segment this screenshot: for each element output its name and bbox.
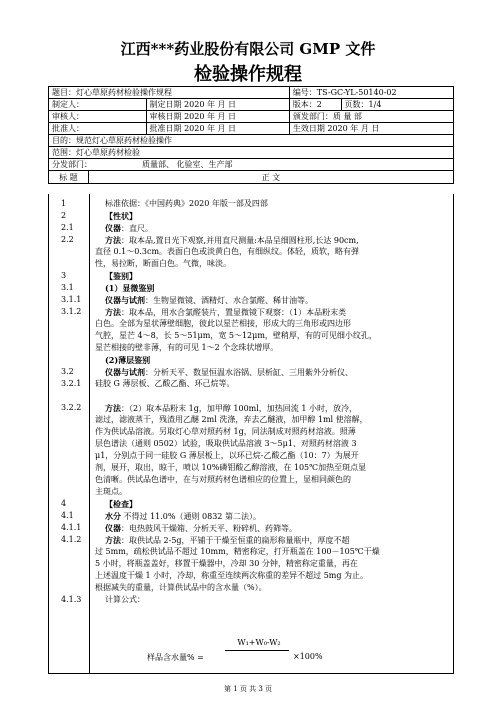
body-box xyxy=(48,194,454,674)
text-line xyxy=(49,294,455,306)
lead-keyword: 仪器与试剂 xyxy=(105,367,145,377)
column-header-row xyxy=(49,171,453,183)
meta-row-distribution xyxy=(49,159,453,171)
pages-cell: 页数：1/4 xyxy=(344,100,382,109)
text-line xyxy=(49,426,455,438)
code-cell: 编号：TS-GC-YL-50140-02 xyxy=(292,88,397,97)
section-number: 2.1 xyxy=(61,223,74,232)
text-line xyxy=(49,534,455,546)
distribution-label: 分发部门： xyxy=(52,160,92,169)
formula-numerator: W₁+W₀-W₂ xyxy=(237,638,281,647)
meta-row-approve xyxy=(49,123,453,135)
section-number: 3.1.1 xyxy=(61,295,82,304)
text-line xyxy=(49,498,455,510)
text-line xyxy=(49,198,455,210)
text-line xyxy=(49,570,455,582)
company-header: 江西***药业股份有限公司 GMP 文件 xyxy=(120,40,376,58)
section-number: 4.1.1 xyxy=(61,523,82,532)
line-text: 水分 不得过 11.0%（通则 0832 第二法）。 xyxy=(105,511,261,521)
text-line xyxy=(49,282,455,294)
text-line xyxy=(49,582,455,594)
formula-fraction-bar xyxy=(225,650,289,651)
text-line xyxy=(49,318,455,330)
line-text: 星芒相接的壁非薄，有的可见 1～2 个念珠状增厚。 xyxy=(95,343,279,352)
text-line xyxy=(49,342,455,354)
drafter-cell: 制定人： xyxy=(49,99,147,110)
line-text: 性，易拉断，断面白色。气微，味淡。 xyxy=(95,259,231,268)
scope-cell: 范围：灯心草原药材检验 xyxy=(52,148,140,157)
subject-cell: 题目：灯心草原药材检验操作规程 xyxy=(49,87,290,98)
distribution-cell xyxy=(49,159,453,170)
line-text: 仪器与试剂：生物显微镜、酒精灯、水合氯醛、稀甘油等。 xyxy=(105,295,313,305)
issuer-cell: 颁发部门：质 量 部 xyxy=(292,112,362,121)
line-text: 仪器与试剂：分析天平、数显恒温水浴锅、层析缸、三用紫外分析仪、 xyxy=(105,367,353,377)
text-line xyxy=(49,462,455,474)
section-number: 3.2 xyxy=(61,367,74,376)
meta-table xyxy=(48,86,454,184)
review-date-cell: 审核日期 2020 年 月 日 xyxy=(147,111,290,122)
text-line xyxy=(49,438,455,450)
text-line xyxy=(49,306,455,318)
purpose-cell: 目的：规范灯心草原药材检验操作 xyxy=(52,136,172,145)
line-text: 剂，展开，取出，晾干，喷以 10%磷钼酸乙醇溶液，在 105℃加热至斑点显 xyxy=(95,463,367,472)
distribution-value: 质量部、 化验室、生产部 xyxy=(142,160,233,169)
meta-row-draft xyxy=(49,99,453,111)
section-number: 2 xyxy=(61,211,67,220)
text-line xyxy=(49,390,455,402)
section-number: 3.2.1 xyxy=(61,379,82,388)
line-text: 方法：（2）取本品粉末 1g，加甲醇 100ml，加热回流 1 小时，放冷， xyxy=(105,403,357,413)
lead-keyword: 水分 xyxy=(105,511,121,521)
text-line xyxy=(49,450,455,462)
meta-row-scope xyxy=(49,147,453,159)
section-number: 3.2.2 xyxy=(61,403,82,412)
line-text: 根据减失的重量，计算供试品中的含水量（%）。 xyxy=(95,583,267,592)
meta-row-purpose xyxy=(49,135,453,147)
reviewer-cell: 审核人： xyxy=(49,111,147,122)
section-number: 2.2 xyxy=(61,235,74,244)
line-text: 【性状】 xyxy=(105,211,137,221)
column-header-number: 标 题 xyxy=(49,171,89,183)
meta-row-review xyxy=(49,111,453,123)
lead-keyword: 仪器与试剂 xyxy=(105,295,145,305)
line-text: 气腔，星芒 4～8，长 5～51μm，宽 5～12μm，壁稍厚，有的可见细小纹孔， xyxy=(95,331,377,340)
line-text: 上述温度干燥 1 小时，冷却，称重至连续两次称重的差异不超过 5mg 为止。 xyxy=(95,571,369,580)
text-line xyxy=(49,234,455,246)
draft-date-cell: 制定日期 2020 年 月 日 xyxy=(147,99,290,110)
text-line xyxy=(49,522,455,534)
text-line xyxy=(49,210,455,222)
formula-label: 样品含水量% = xyxy=(147,653,204,662)
lead-keyword: 方法 xyxy=(105,535,121,545)
line-text: 方法：取本品,置日光下观察,并用直尺测量:本品呈细圆柱形,长达 90cm, xyxy=(105,235,359,245)
section-number: 3.1.2 xyxy=(61,307,82,316)
line-text: 滤过，滤液蒸干，残渣用乙醚 2ml 洗涤，弃去乙醚液，加甲醇 1ml 使溶解， xyxy=(95,415,368,424)
body-content xyxy=(49,198,455,606)
lead-keyword: 方法 xyxy=(105,307,121,317)
line-text: 作为供试品溶液。另取灯心草对照药材 1g，同法制成对照药材溶液。照薄 xyxy=(95,427,356,436)
line-text: 色清晰。供试品色谱中，在与对照药材色谱相应的位置上，显相同颜色的 xyxy=(95,475,351,484)
line-text: 【鉴别】 xyxy=(105,271,137,281)
text-line xyxy=(49,474,455,486)
line-text: 方法：取供试品 2-5g，平铺于干燥至恒重的扁形称量瓶中，厚度不超 xyxy=(105,535,350,545)
text-line xyxy=(49,510,455,522)
text-line xyxy=(49,546,455,558)
approve-date-cell: 批准日期 2020 年 月 日 xyxy=(147,123,290,134)
lead-keyword: 方法 xyxy=(105,403,121,413)
line-text: 主斑点。 xyxy=(95,487,127,496)
line-text: 仪器：电热鼓风干燥箱、分析天平、粉碎机、药筛等。 xyxy=(105,523,297,533)
version-cell: 版本：2 xyxy=(290,99,342,110)
text-line xyxy=(49,222,455,234)
line-text: 5 小时，将瓶盖盖好，移置干燥器中，冷却 30 分钟，精密称定重量，再在 xyxy=(95,559,358,568)
line-text: 方法：取本品，用水合氯醛装片，置显微镜下观察：（1）本品粉末类 xyxy=(105,307,347,317)
line-text: 【检查】 xyxy=(105,499,137,509)
text-line xyxy=(49,354,455,366)
line-text: 计算公式： xyxy=(105,595,145,604)
line-text: 硅胶 G 薄层板、乙酸乙酯、环己烷等。 xyxy=(95,379,235,388)
page-footer: 第 1 页 共 3 页 xyxy=(223,685,273,693)
text-line xyxy=(49,486,455,498)
line-text: 仪器：直尺。 xyxy=(105,223,153,233)
line-text: 标准依据：《中国药典》2020 年版一部及四部 xyxy=(105,199,268,208)
text-line xyxy=(49,258,455,270)
section-number: 4.1.3 xyxy=(61,595,82,604)
effective-date-cell: 生效日期 2020 年 月 日 xyxy=(292,124,380,133)
approver-cell: 批准人： xyxy=(49,123,147,134)
text-line xyxy=(49,414,455,426)
section-number: 4.1 xyxy=(61,511,74,520)
text-line xyxy=(49,402,455,414)
section-number: 3 xyxy=(61,271,67,280)
line-text: (1）显微鉴别 xyxy=(105,283,155,293)
text-line xyxy=(49,366,455,378)
line-text: 层色谱法（通则 0502）试验，吸取供试品溶液 3～5μ1、对照药材溶液 3 xyxy=(95,439,357,448)
section-number: 4.1.2 xyxy=(61,535,82,544)
text-line xyxy=(49,378,455,390)
lead-keyword: 仪器 xyxy=(105,523,121,533)
text-line xyxy=(49,558,455,570)
text-line xyxy=(49,594,455,606)
section-number: 4 xyxy=(61,499,67,508)
formula-suffix: ×100% xyxy=(293,652,323,661)
section-number: 3.1 xyxy=(61,283,74,292)
document-title: 检验操作规程 xyxy=(194,64,302,85)
section-number: 1 xyxy=(61,199,67,208)
line-text: (2)薄层鉴别 xyxy=(105,355,151,365)
line-text: μ1，分别点于同一硅胶 G 薄层板上，以环已烷-乙酸乙酯（10：7）为展开 xyxy=(95,451,359,460)
column-header-text: 正 文 xyxy=(261,172,281,182)
meta-row-title xyxy=(49,87,453,99)
lead-keyword: 仪器 xyxy=(105,223,121,233)
line-text: 过 5mm，疏松供试品不超过 10mm，精密称定，打开瓶盖在 100－105℃干燥 xyxy=(95,547,380,556)
line-text: 白色。全部为星状薄壁细胞，彼此以星芒相接，形成大的三角形或四边形 xyxy=(95,319,351,328)
line-text: 直径 0.1～0.3cm。表面白色或淡黄白色，有细纵纹。体轻，质软，略有弹 xyxy=(95,247,360,256)
text-line xyxy=(49,270,455,282)
text-line xyxy=(49,330,455,342)
text-line xyxy=(49,246,455,258)
lead-keyword: 方法 xyxy=(105,235,121,245)
